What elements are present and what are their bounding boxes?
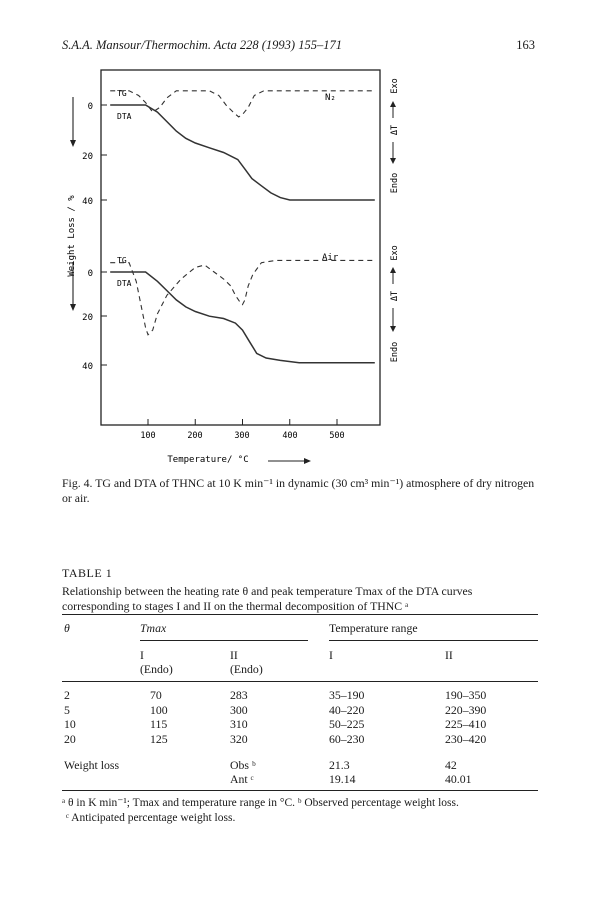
table-cell: 300	[230, 702, 248, 717]
atmosphere-label-n2: N₂	[325, 93, 336, 103]
dta-label-n2: DTA	[117, 112, 132, 121]
down-arrow-icon	[70, 97, 76, 147]
endo-label: Endo	[390, 172, 400, 194]
obs-range-i: 21.3	[329, 758, 350, 772]
table-cell: 10	[64, 717, 76, 731]
tg-label-air: TG	[117, 256, 127, 265]
col-header-tmax: Tmax	[140, 621, 167, 635]
col-header-theta: θ	[64, 621, 70, 635]
tg-label-n2: TG	[117, 89, 127, 98]
endo-label: Endo	[390, 341, 400, 363]
subheader-endo-i: (Endo)	[140, 662, 173, 676]
table-cell: 283	[230, 688, 248, 702]
up-arrow-icon	[390, 267, 396, 284]
atmosphere-label-air: Air	[322, 253, 339, 263]
table-cell: 125	[150, 731, 168, 746]
page-number: 163	[516, 38, 535, 52]
x-tick-label: 400	[282, 431, 298, 441]
down-arrow-icon	[390, 308, 396, 332]
delta-t-label: ΔT	[390, 124, 400, 136]
curve-layer	[110, 91, 375, 363]
ant-range-i: 19.14	[329, 772, 356, 786]
up-arrow-icon	[390, 101, 396, 118]
table-cell: 115	[150, 717, 168, 731]
table-cell: 35–190	[329, 688, 365, 702]
table-cell: 70	[150, 688, 162, 702]
x-tick-label: 200	[187, 431, 203, 441]
ant-range-ii: 40.01	[445, 772, 472, 786]
col-header-temperature-range: Temperature range	[329, 621, 418, 635]
y-tick-label: 0	[87, 102, 93, 112]
table-cell: 310	[230, 717, 248, 731]
table-rule-tmax	[140, 640, 308, 641]
table-title: TABLE 1	[62, 566, 113, 580]
table-cell: 100	[150, 702, 168, 717]
table-cell: 5	[64, 702, 70, 717]
exo-label: Exo	[390, 78, 400, 94]
table-cell: 50–225	[329, 717, 365, 731]
table-description: Relationship between the heating rate θ and peak temperature Tmax of the DTA curves corresponding to stages I and II on the thermal decomposition of THNC ᵃ	[62, 584, 473, 613]
dta-label-air: DTA	[117, 279, 132, 288]
subheader-endo-ii: (Endo)	[230, 662, 263, 676]
dta-curve-air	[110, 260, 375, 334]
x-tick-label: 500	[329, 431, 345, 441]
subheader-range-ii: II	[445, 648, 453, 662]
x-axis-label: Temperature/ °C	[167, 455, 249, 465]
right-arrow-icon	[268, 458, 311, 464]
running-header: S.A.A. Mansour/Thermochim. Acta 228 (1993) 155–171	[62, 38, 342, 52]
table-rule-mid	[62, 681, 538, 682]
table-rule-bottom	[62, 790, 538, 791]
delta-t-label: ΔT	[390, 290, 400, 302]
y-tick-label: 40	[82, 197, 93, 207]
obs-label: Obs ᵇ	[230, 758, 256, 772]
table-cell: 60–230	[329, 731, 365, 746]
subheader-tmax-i: I	[140, 648, 144, 662]
tg-curve-n2	[110, 105, 375, 200]
down-arrow-icon	[390, 142, 396, 164]
x-tick-label: 300	[234, 431, 250, 441]
exo-label: Exo	[390, 245, 400, 261]
y-tick-label: 40	[82, 362, 93, 372]
plot-frame	[101, 70, 380, 425]
tg-curve-air	[110, 272, 375, 363]
table-cell: 230–420	[445, 731, 487, 746]
weight-loss-label: Weight loss	[64, 758, 120, 772]
table-cell: 40–220	[329, 702, 365, 717]
table-cell: 20	[64, 731, 76, 746]
table-cell: 220–390	[445, 702, 487, 717]
table-cell: 225–410	[445, 717, 487, 731]
table-rule-range	[329, 640, 538, 641]
footnote-a: ᵃ θ in K min⁻¹; Tmax and temperature range in °C. ᵇ Observed percentage weight loss.	[62, 797, 459, 809]
table-footnotes	[62, 796, 540, 826]
table-rule-top	[62, 614, 538, 615]
x-tick-label: 100	[140, 431, 156, 441]
y-tick-label: 0	[87, 269, 93, 279]
y-tick-label: 20	[82, 313, 93, 323]
table-cell: 320	[230, 731, 248, 746]
obs-range-ii: 42	[445, 758, 457, 772]
subheader-tmax-ii: II	[230, 648, 238, 662]
ant-label: Ant ᶜ	[230, 772, 254, 786]
y-tick-label: 20	[82, 152, 93, 162]
subheader-range-i: I	[329, 648, 333, 662]
table-cell: 2	[64, 688, 70, 702]
footnote-c: ᶜ Anticipated percentage weight loss.	[66, 812, 236, 824]
figure-caption: Fig. 4. TG and DTA of THNC at 10 K min⁻¹ in dynamic (30 cm³ min⁻¹) atmosphere of dry nitrogen or air.	[62, 476, 535, 505]
y-axis-label: Weight Loss / %	[67, 195, 77, 277]
table-cell: 190–350	[445, 688, 487, 702]
